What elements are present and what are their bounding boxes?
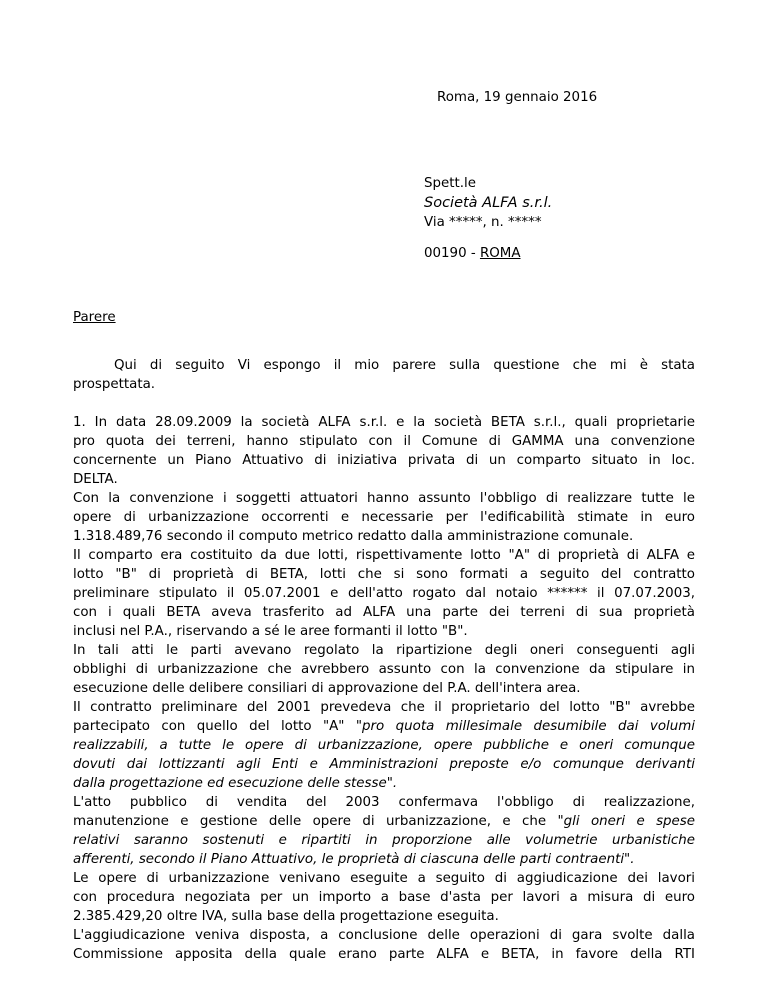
body-line: Le opere di urbanizzazione venivano eseguite a seguito di aggiudicazione dei lavori xyxy=(73,871,695,886)
place-date: Roma, 19 gennaio 2016 xyxy=(437,90,598,105)
body-line: lotto "B" di proprietà di BETA, lotti che si sono formati a seguito del contratto xyxy=(73,567,695,582)
body-line: preliminare stipulato il 05.07.2001 e dell'atto rogato dal notaio ****** il 07.07.2003, xyxy=(73,586,695,601)
body-line: pro quota dei terreni, hanno stipulato con il Comune di GAMMA una convenzione xyxy=(73,434,695,449)
body-line-text: partecipato con quello del lotto "A" xyxy=(73,719,356,734)
quote-text: "pro quota millesimale desumibile dai volumi xyxy=(355,719,695,734)
body-line: Con la convenzione i soggetti attuatori hanno assunto l'obbligo di realizzare tutte le xyxy=(73,491,695,506)
body-line: 2.385.429,20 oltre IVA, sulla base della progettazione eseguita. xyxy=(73,909,499,924)
body-line: concernente un Piano Attuativo di iniziativa privata di un comparto situato in loc. xyxy=(73,453,695,468)
quote-line: dalla progettazione ed esecuzione delle stesse". xyxy=(73,776,398,791)
body-line: Commissione apposita della quale erano parte ALFA e BETA, in favore della RTI xyxy=(73,947,695,962)
recipient-company: Società ALFA s.r.l. xyxy=(424,195,553,211)
recipient-address-line xyxy=(424,244,521,264)
quote-line: relativi saranno sostenuti e ripartiti in proporzione alle volumetrie urbanistiche xyxy=(73,833,695,848)
document-title: Parere xyxy=(73,310,116,325)
quote-text: "gli oneri e spese xyxy=(557,814,696,829)
body-line: con procedura negoziata per un importo a base d'asta per lavori a misura di euro xyxy=(73,890,695,905)
body-line: Il contratto preliminare del 2001 prevedeva che il proprietario del lotto "B" avrebbe xyxy=(73,700,695,715)
body-line: inclusi nel P.A., riservando a sé le aree formanti il lotto "B". xyxy=(73,624,468,639)
body-line-text: manutenzione e gestione delle opere di urbanizzazione, e che xyxy=(73,814,558,829)
body-line xyxy=(73,717,695,737)
body-line xyxy=(73,812,695,832)
body-line: 1.318.489,76 secondo il computo metrico redatto dalla amministrazione comunale. xyxy=(73,529,634,544)
recipient-city: ROMA xyxy=(479,246,521,261)
body-line: L'aggiudicazione veniva disposta, a conclusione delle operazioni di gara svolte dalla xyxy=(73,928,695,943)
quote-line: realizzabili, a tutte le opere di urbanizzazione, opere pubbliche e oneri comunque xyxy=(73,738,695,753)
body-line: L'atto pubblico di vendita del 2003 confermava l'obbligo di realizzazione, xyxy=(73,795,695,810)
body-line: DELTA. xyxy=(73,472,118,487)
intro-line: Qui di seguito Vi espongo il mio parere sulla questione che mi è stata xyxy=(114,358,695,373)
salutation: Spett.le xyxy=(424,176,476,191)
body-line: esecuzione delle delibere consiliari di approvazione del P.A. dell'intera area. xyxy=(73,681,581,696)
quote-line: afferenti, secondo il Piano Attuativo, le proprietà di ciascuna delle parti contraenti". xyxy=(73,852,635,867)
body-line: Il comparto era costituito da due lotti, rispettivamente lotto "A" di proprietà di ALFA e xyxy=(73,548,695,563)
intro-line: prospettata. xyxy=(73,377,156,392)
quote-line: dovuti dai lottizzanti agli Enti e Amministrazioni preposte e/o comunque derivanti xyxy=(73,757,695,772)
body-line: opere di urbanizzazione occorrenti e necessarie per l'edificabilità stimate in euro xyxy=(73,510,695,525)
body-line: con i quali BETA aveva trasferito ad ALFA una parte dei terreni di sua proprietà xyxy=(73,605,695,620)
body-line: In tali atti le parti avevano regolato la ripartizione degli oneri conseguenti agli xyxy=(73,643,695,658)
body-line: obblighi di urbanizzazione che avrebbero assunto con la convenzione da stipulare in xyxy=(73,662,695,677)
recipient-street: Via *****, n. ***** xyxy=(424,215,542,230)
body-line: 1. In data 28.09.2009 la società ALFA s.r.l. e la società BETA s.r.l., quali proprietarie xyxy=(73,415,695,430)
recipient-postcode: 00190 - xyxy=(424,246,480,261)
